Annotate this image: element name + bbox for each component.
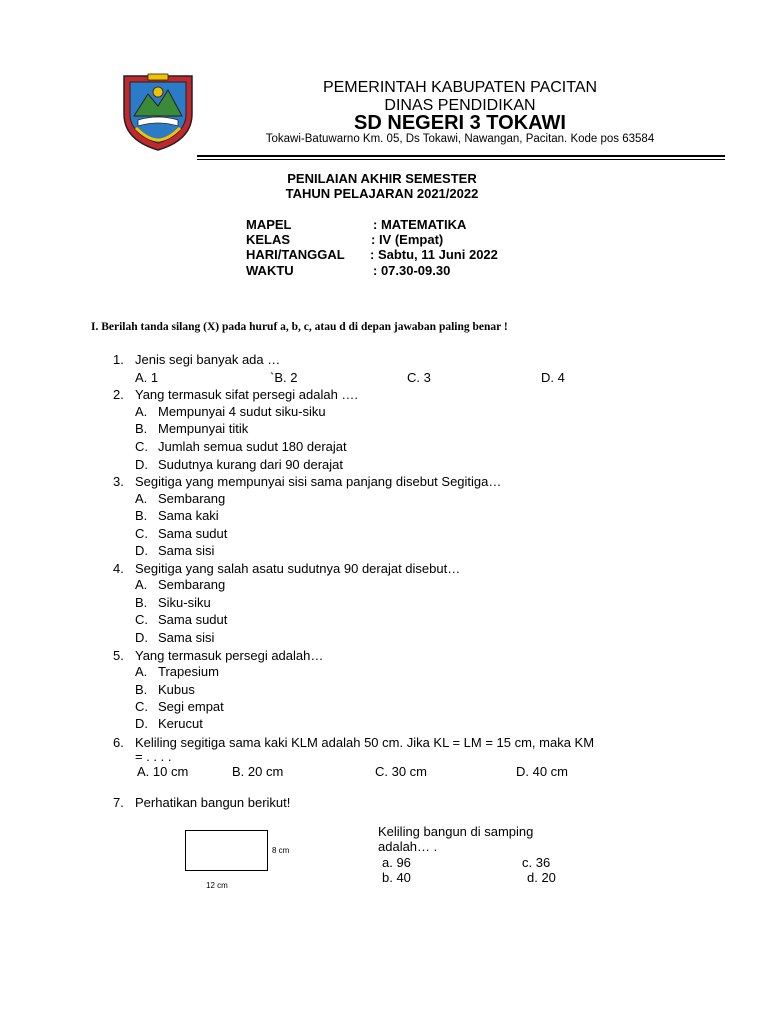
meta-value-time: : 07.30-09.30 (373, 263, 451, 278)
answer-option: b. 40 (382, 870, 411, 885)
answer-option: Jumlah semua sudut 180 derajat (158, 439, 347, 454)
regency-emblem-logo (120, 70, 196, 152)
question-number: 5. (113, 648, 124, 663)
exam-title: PENILAIAN AKHIR SEMESTER (287, 171, 477, 186)
rectangle-figure (185, 830, 268, 871)
answer-option: c. 36 (522, 855, 551, 870)
answer-option-letter: B. (135, 508, 148, 523)
answer-option-letter: B. (135, 682, 148, 697)
question-text: Jenis segi banyak ada … (135, 352, 281, 367)
question-text: Segitiga yang salah asatu sudutnya 90 derajat disebut… (135, 561, 461, 576)
answer-option: Sembarang (158, 577, 226, 592)
answer-option-letter: D. (135, 630, 148, 645)
meta-value-date: : Sabtu, 11 Juni 2022 (370, 247, 498, 262)
question-text: Segitiga yang mempunyai sisi sama panjang disebut Segitiga… (135, 474, 502, 489)
answer-option: Mempunyai titik (158, 421, 249, 436)
answer-option-letter: C. (135, 439, 148, 454)
answer-option: A. 10 cm (137, 764, 189, 779)
answer-option: Siku-siku (158, 595, 211, 610)
answer-option: Kerucut (158, 716, 203, 731)
answer-option: `B. 2 (270, 370, 298, 385)
figure-width-label: 12 cm (206, 881, 228, 890)
answer-option-letter: C. (135, 699, 148, 714)
section-instruction: I. Berilah tanda silang (X) pada huruf a, b, c, atau d di depan jawaban paling benar ! (91, 321, 508, 333)
meta-label-time: WAKTU (246, 263, 294, 278)
answer-option: Sudutnya kurang dari 90 derajat (158, 457, 344, 472)
answer-option: C. 30 cm (375, 764, 428, 779)
question-text: Keliling segitiga sama kaki KLM adalah 50 cm. Jika KL = LM = 15 cm, maka KM (135, 735, 595, 750)
question-number: 3. (113, 474, 124, 489)
answer-option: Sembarang (158, 491, 226, 506)
figure-height-label: 8 cm (272, 846, 290, 855)
answer-option: B. 20 cm (232, 764, 284, 779)
question-number: 2. (113, 387, 124, 402)
meta-label-date: HARI/TANGGAL (246, 247, 345, 262)
question-number: 1. (113, 352, 124, 367)
answer-option-letter: A. (135, 491, 148, 506)
answer-option-letter: A. (135, 577, 148, 592)
question-text-continued: = . . . . (135, 749, 172, 764)
answer-option: D. 40 cm (516, 764, 569, 779)
answer-option-letter: B. (135, 595, 148, 610)
answer-option: D. 4 (541, 370, 565, 385)
meta-label-class: KELAS (246, 232, 291, 247)
answer-option-letter: B. (135, 421, 148, 436)
answer-option-letter: C. (135, 526, 148, 541)
question-side-text: adalah… . (378, 839, 438, 854)
meta-label-subject: MAPEL (246, 217, 292, 232)
answer-option: Sama sisi (158, 630, 215, 645)
question-number: 6. (113, 735, 124, 750)
question-side-text: Keliling bangun di samping (378, 824, 534, 839)
answer-option-letter: C. (135, 612, 148, 627)
header-government: PEMERINTAH KABUPATEN PACITAN (322, 79, 598, 96)
answer-option: Sama sudut (158, 526, 228, 541)
answer-option-letter: D. (135, 543, 148, 558)
answer-option: A. 1 (135, 370, 159, 385)
answer-option: Mempunyai 4 sudut siku-siku (158, 404, 326, 419)
answer-option: Sama kaki (158, 508, 219, 523)
question-number: 7. (113, 795, 124, 810)
answer-option: d. 20 (527, 870, 556, 885)
question-text: Yang termasuk persegi adalah… (135, 648, 324, 663)
answer-option: Sama sudut (158, 612, 228, 627)
exam-year: TAHUN PELAJARAN 2021/2022 (285, 186, 479, 201)
header-divider-thin (197, 159, 725, 160)
answer-option-letter: A. (135, 404, 148, 419)
meta-value-class: : IV (Empat) (371, 232, 444, 247)
answer-option: Kubus (158, 682, 195, 697)
answer-option: C. 3 (407, 370, 431, 385)
question-text: Perhatikan bangun berikut! (135, 795, 291, 810)
answer-option: a. 96 (382, 855, 411, 870)
answer-option: Segi empat (158, 699, 224, 714)
answer-option-letter: A. (135, 664, 148, 679)
answer-option: Sama sisi (158, 543, 215, 558)
header-divider-thick (197, 155, 725, 157)
header-school-name: SD NEGERI 3 TOKAWI (354, 112, 566, 134)
answer-option: Trapesium (158, 664, 219, 679)
answer-option-letter: D. (135, 716, 148, 731)
question-number: 4. (113, 561, 124, 576)
header-department: DINAS PENDIDIKAN (384, 97, 536, 114)
meta-value-subject: : MATEMATIKA (373, 217, 467, 232)
header-address: Tokawi-Batuwarno Km. 05, Ds Tokawi, Nawangan, Pacitan. Kode pos 63584 (265, 133, 655, 145)
answer-option-letter: D. (135, 457, 148, 472)
question-text: Yang termasuk sifat persegi adalah …. (135, 387, 359, 402)
